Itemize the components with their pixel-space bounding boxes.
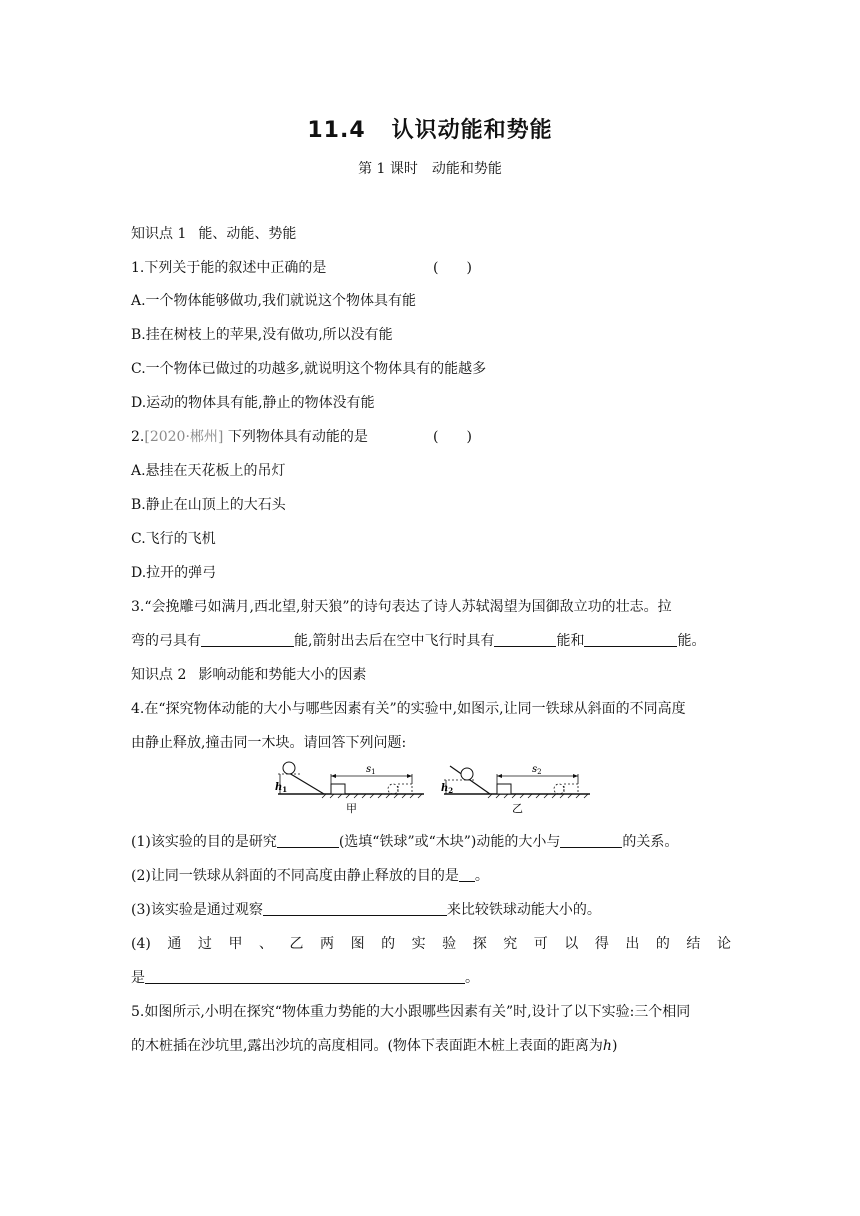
q4-sub4-char: 探 — [472, 936, 487, 952]
q1-option-d: D.运动的物体具有能,静止的物体没有能 — [131, 395, 375, 411]
moved-block-right — [564, 784, 578, 794]
page-title — [0, 113, 860, 144]
experiment-diagram — [274, 760, 594, 818]
q1-option-b: B.挂在树枝上的苹果,没有做功,所以没有能 — [131, 327, 393, 343]
wood-block-left — [331, 784, 345, 794]
h1-label: $h_1$ — [275, 782, 288, 794]
q4-sub4-char: 结 — [686, 936, 701, 952]
q2-option-a: A.悬挂在天花板上的吊灯 — [131, 463, 286, 479]
diagram-right — [441, 764, 590, 815]
q3-text-a: 弯的弓具有 — [131, 633, 201, 649]
q4-sub4-char: 过 — [197, 936, 212, 952]
q4-experiment-figure — [274, 760, 594, 822]
q3-blank-1[interactable] — [201, 631, 294, 647]
q5-line-1: 5.如图所示,小明在探究“物体重力势能的大小跟哪些因素有关”时,设计了以下实验:三个相同 — [131, 1004, 691, 1020]
q4-sub4-char: 论 — [716, 936, 731, 952]
q4-sub1-text-a: (1)该实验的目的是研究 — [131, 834, 277, 850]
q4-sub4-char: 出 — [625, 936, 640, 952]
lesson-subtitle — [0, 158, 860, 178]
kp1-topic: 能、动能、势能 — [198, 226, 297, 242]
q4-line-1: 4.在“探究物体动能的大小与哪些因素有关”的实验中,如图示,让同一铁球从斜面的不同高度 — [131, 701, 686, 717]
q4-sub4-blank[interactable] — [145, 968, 465, 984]
q2-option-b: B.静止在山顶上的大石头 — [131, 497, 286, 513]
q2-stem-line — [131, 427, 731, 447]
kp2-topic: 影响动能和势能大小的因素 — [198, 667, 367, 683]
q4-sub4-char: 的 — [655, 936, 670, 952]
q5-text: 的木桩插在沙坑里,露出沙坑的高度相同。(物体下表面距木桩上表面的距离为 — [131, 1038, 603, 1054]
q4-sub4-char: 可 — [533, 936, 548, 952]
figure-label-right: 乙 — [512, 802, 523, 815]
lesson-number: 第 1 课时 — [358, 161, 418, 177]
q1-stem-line — [131, 258, 731, 278]
q3-line-1: 3.“会挽雕弓如满月,西北望,射天狼”的诗句表达了诗人苏轼渴望为国御敌立功的壮志。拉 — [131, 599, 672, 615]
q4-sub4-char: (4) — [131, 936, 151, 952]
kp2-label: 知识点 2 — [131, 667, 187, 683]
iron-ball-left — [283, 762, 295, 774]
q4-sub4-char: 究 — [503, 936, 518, 952]
q4-sub4-char: 两 — [320, 936, 335, 952]
q5-text-end: ) — [611, 1038, 618, 1054]
wood-block-right — [497, 784, 511, 794]
q4-sub-4-line-2 — [131, 968, 731, 988]
q1-answer-paren: ( ) — [433, 260, 472, 276]
knowledge-point-1 — [131, 224, 731, 244]
q3-line-2 — [131, 631, 731, 651]
q5-variable-h: h — [602, 1038, 612, 1054]
q4-sub-3 — [131, 900, 731, 920]
q3-text-b: 能,箭射出去后在空中飞行时具有 — [294, 633, 495, 649]
q4-sub3-blank[interactable] — [263, 900, 447, 916]
lesson-topic: 动能和势能 — [431, 161, 502, 177]
diagram-left — [275, 762, 424, 815]
ball-end-left — [388, 784, 398, 794]
q4-sub4-end: 。 — [465, 970, 479, 986]
q1-option-a: A.一个物体能够做功,我们就说这个物体具有能 — [131, 293, 417, 309]
q4-sub3-text-b: 来比较铁球动能大小的。 — [446, 902, 601, 918]
knowledge-point-2 — [131, 665, 731, 685]
q4-sub4-justified — [131, 934, 731, 954]
q4-sub4-char: 实 — [411, 936, 426, 952]
q2-number: 2. — [131, 429, 145, 445]
q4-sub4-char: 的 — [381, 936, 396, 952]
q4-sub-1 — [131, 832, 731, 852]
q4-sub4-char: 、 — [258, 936, 273, 952]
q4-sub4-text: 是 — [131, 970, 145, 986]
q4-sub4-char: 乙 — [289, 936, 304, 952]
q4-sub1-blank-1[interactable] — [277, 832, 339, 848]
q3-text-d: 能。 — [677, 633, 706, 649]
q1-option-c: C.一个物体已做过的功越多,就说明这个物体具有的能越多 — [131, 361, 487, 377]
q1-stem: 1.下列关于能的叙述中正确的是 — [131, 260, 327, 276]
h2-label: $h_2$ — [441, 783, 454, 795]
q4-sub4-char: 验 — [442, 936, 457, 952]
q2-option-d: D.拉开的弹弓 — [131, 565, 217, 581]
q2-stem: 下列物体具有动能的是 — [227, 429, 368, 445]
q4-sub4-char: 得 — [594, 936, 609, 952]
q4-sub-2 — [131, 866, 731, 886]
iron-ball-right — [461, 768, 473, 780]
q4-sub4-char: 以 — [564, 936, 579, 952]
q3-text-c: 能和 — [556, 633, 585, 649]
s2-label: $s_2$ — [532, 764, 542, 776]
figure-label-left: 甲 — [346, 802, 357, 815]
q4-sub4-char: 通 — [167, 936, 182, 952]
moved-block-left — [398, 784, 412, 794]
q4-sub1-text-c: 的关系。 — [622, 834, 679, 850]
q4-sub1-text-b: (选填“铁球”或“木块”)动能的大小与 — [338, 834, 561, 850]
section-title: 认识动能和势能 — [391, 118, 553, 143]
q2-answer-paren: ( ) — [433, 429, 472, 445]
s1-label: $s_1$ — [366, 764, 376, 776]
q2-source: [2020·郴州] — [144, 429, 224, 445]
q4-sub2-blank[interactable] — [459, 866, 475, 882]
q5-line-2 — [131, 1036, 731, 1056]
q3-blank-3[interactable] — [584, 631, 677, 647]
q4-sub2-text: (2)让同一铁球从斜面的不同高度由静止释放的目的是 — [131, 868, 459, 884]
q4-sub4-char: 图 — [350, 936, 365, 952]
ball-end-right — [554, 784, 564, 794]
q4-sub2-end: 。 — [474, 868, 489, 884]
section-number: 11.4 — [307, 118, 366, 143]
kp1-label: 知识点 1 — [131, 226, 187, 242]
q2-option-c: C.飞行的飞机 — [131, 531, 216, 547]
q4-line-2: 由静止释放,撞击同一木块。请回答下列问题: — [131, 735, 407, 751]
q4-sub4-char: 甲 — [228, 936, 243, 952]
q4-sub-4-line-1 — [131, 934, 731, 954]
q4-sub3-text-a: (3)该实验是通过观察 — [131, 902, 263, 918]
q4-sub1-blank-2[interactable] — [560, 832, 622, 848]
q3-blank-2[interactable] — [494, 631, 556, 647]
